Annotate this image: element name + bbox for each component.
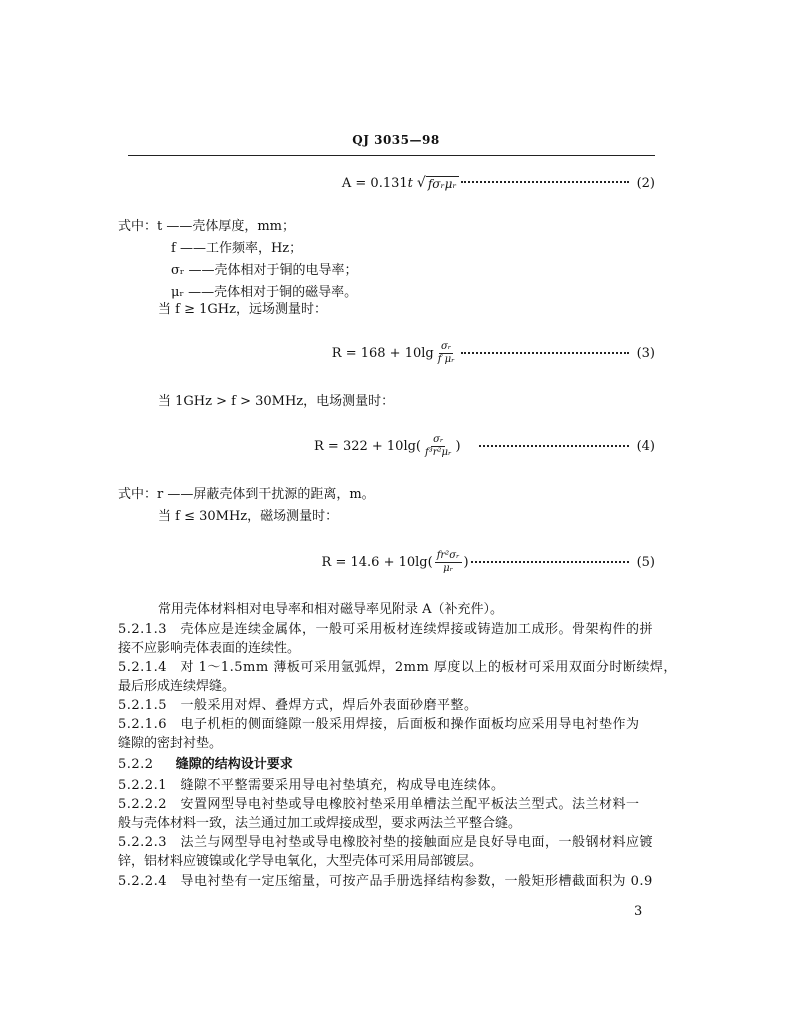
eq5-rhs: ): [463, 555, 469, 570]
eq4-lhs: R = 322 + 10lg(: [314, 439, 422, 454]
eq3-number: (3): [636, 346, 655, 361]
para-5-2-1-3-line1: 5.2.1.3 壳体应是连续金属体，一般可采用板材连续焊接或铸造加工成形。骨架构件的拼: [118, 622, 653, 637]
equation-4: [314, 434, 655, 459]
para-5-2-1-6-line2: 缝隙的密封衬垫。: [118, 736, 223, 751]
eq4-number: (4): [636, 439, 655, 454]
def-mu: μᵣ ——壳体相对于铜的磁导率。: [171, 285, 358, 300]
eq3-numerator: σᵣ: [440, 341, 452, 352]
para-5-2-1-4-line2: 最后形成连续焊缝。: [118, 679, 236, 694]
cond-magnetic-field: 当 f ≤ 30MHz，磁场测量时：: [158, 509, 339, 524]
eq5-leader: [471, 561, 629, 565]
para-5-2-2-1: 5.2.2.1 缝隙不平整需要采用导电衬垫填充，构成导电连续体。: [118, 778, 505, 793]
eq5-lhs: R = 14.6 + 10lg(: [321, 555, 433, 570]
eq5-numerator: fr²σᵣ: [436, 550, 460, 561]
def-f: f ——工作频率，Hz；: [171, 241, 303, 256]
eq4-leader: [479, 445, 629, 449]
eq2-radicand: fσᵣμᵣ: [427, 177, 457, 191]
eq5-denominator: μᵣ: [443, 563, 454, 574]
eq5-number: (5): [636, 555, 655, 570]
equation-3: [332, 341, 655, 366]
para-5-2-2-4: 5.2.2.4 导电衬垫有一定压缩量，可按产品手册选择结构参数，一般矩形槽截面积为 0.9: [118, 874, 653, 889]
para-5-2-2-3-line1: 5.2.2.3 法兰与网型导电衬垫或导电橡胶衬垫的接触面应是良好导电面，一般钢材料应镀: [118, 835, 653, 850]
eq3-lhs: R = 168 + 10lg: [331, 346, 434, 361]
eq2-number: (2): [636, 175, 655, 191]
equation-5: [322, 550, 655, 575]
eq4-denominator: f³r²μᵣ: [425, 447, 452, 458]
cond-electric-field: 当 1GHz > f > 30MHz，电场测量时：: [158, 394, 395, 409]
header-rule: [128, 155, 655, 156]
page-header: QJ 3035—98: [352, 133, 440, 147]
eq4-rhs: ): [455, 439, 461, 454]
eq4-numerator: σᵣ: [433, 434, 444, 445]
para-appendix-note: 常用壳体材料相对电导率和相对磁导率见附录 A（补充件）。: [158, 602, 504, 617]
para-5-2-1-5: 5.2.1.5 一般采用对焊、叠焊方式，焊后外表面砂磨平整。: [118, 698, 478, 713]
section-5-2-2-heading: [118, 757, 293, 773]
para-5-2-2-2-line2: 般与壳体材料一致，法兰通过加工或焊接成型，要求两法兰平整合缝。: [118, 816, 522, 831]
def-r: 式中：r ——屏蔽壳体到干扰源的距离，m。: [118, 487, 375, 502]
equation-2: [342, 175, 655, 191]
eq2-sqrt: √ fσᵣμᵣ: [416, 175, 457, 191]
section-5-2-2-title: 缝隙的结构设计要求: [175, 757, 293, 772]
def-t: 式中：t ——壳体厚度，mm；: [118, 219, 296, 234]
eq5-fraction: [435, 550, 462, 575]
eq3-leader: [461, 352, 629, 356]
def-sigma: σᵣ ——壳体相对于铜的电导率；: [171, 263, 358, 278]
eq2-lhs: A = 0.131: [341, 175, 408, 191]
eq2-var: t: [407, 175, 413, 191]
para-5-2-2-3-line2: 锌，铝材料应镀镍或化学导电氧化，大型壳体可采用局部镀层。: [118, 854, 483, 869]
eq3-fraction: [436, 341, 457, 366]
eq4-fraction: [423, 434, 453, 459]
para-5-2-1-6-line1: 5.2.1.6 电子机柜的侧面缝隙一般采用焊接，后面板和操作面板均应采用导电衬垫作为: [118, 717, 640, 732]
eq2-leader: [461, 181, 629, 185]
section-5-2-2-number: 5.2.2: [118, 757, 154, 772]
para-5-2-1-3-line2: 接不应影响壳体表面的连续性。: [118, 641, 301, 656]
cond-far-field: 当 f ≥ 1GHz，远场测量时：: [158, 302, 327, 317]
para-5-2-1-4-line1: 5.2.1.4 对 1～1.5mm 薄板可采用氩弧焊，2mm 厚度以上的板材可采用双面分时断续焊，: [118, 660, 677, 675]
eq3-denominator: f μᵣ: [437, 354, 455, 365]
page-number: 3: [634, 904, 643, 919]
para-5-2-2-2-line1: 5.2.2.2 安置网型导电衬垫或导电橡胶衬垫采用单槽法兰配平板法兰型式。法兰材料一: [118, 797, 640, 812]
